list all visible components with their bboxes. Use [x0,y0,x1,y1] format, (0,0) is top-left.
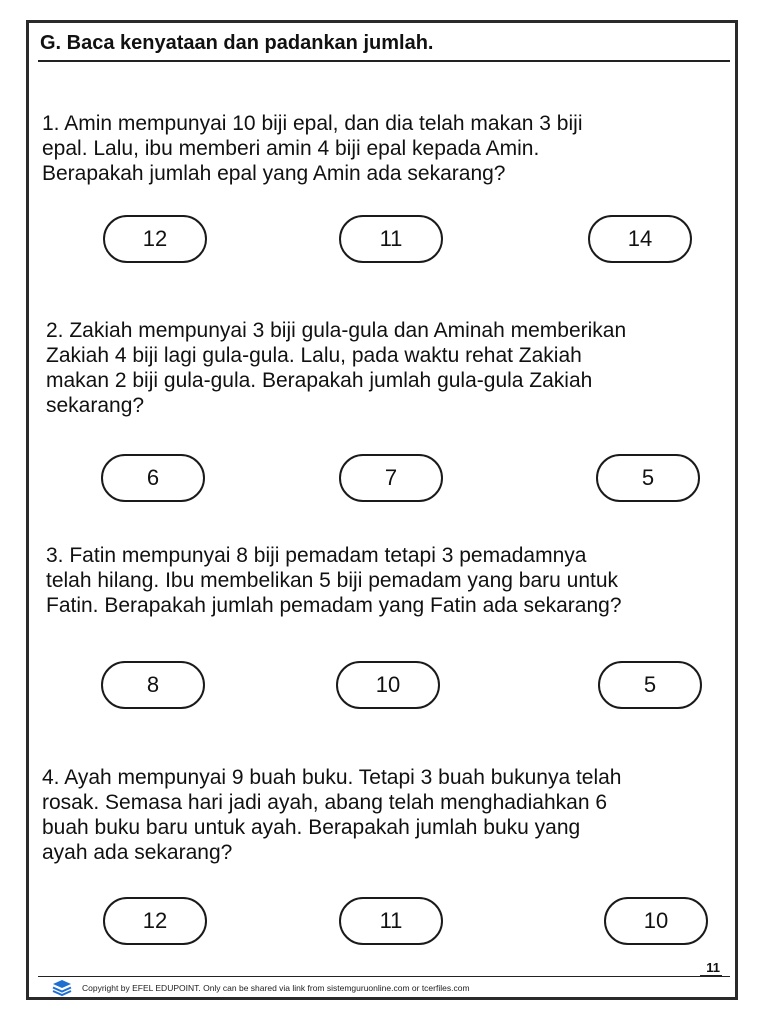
question-2-options [0,454,768,506]
question-3-option-a[interactable]: 8 [101,661,205,709]
question-1-option-b[interactable]: 11 [339,215,443,263]
question-3-option-b[interactable]: 10 [336,661,440,709]
footer-divider [38,976,730,977]
question-2-text: 2. Zakiah mempunyai 3 biji gula-gula dan Aminah memberikan Zakiah 4 biji lagi gula-gula. Lalu, pada waktu rehat Zakiah makan 2 biji gula-gula. Berapakah jumlah gula-gula Zakiah sekarang? [46,319,627,417]
question-4-text: 4. Ayah mempunyai 9 buah buku. Tetapi 3 buah bukunya telah rosak. Semasa hari jadi ayah, abang telah menghadiahkan 6 buah buku baru untuk ayah. Berapakah jumlah buku yang ayah ada sekarang? [42,766,622,864]
layers-icon [52,979,72,997]
question-2-option-c[interactable]: 5 [596,454,700,502]
question-2-option-a[interactable]: 6 [101,454,205,502]
question-4-option-b[interactable]: 11 [339,897,443,945]
copyright-text: Copyright by EFEL EDUPOINT. Only can be shared via link from sistemguruonline.com or tcerfiles.com [82,983,470,993]
question-1-text: 1. Amin mempunyai 10 biji epal, dan dia telah makan 3 biji epal. Lalu, ibu memberi amin 4 biji epal kepada Amin. Berapakah jumlah epal yang Amin ada sekarang? [42,112,583,185]
question-3-options [0,661,768,713]
question-3-option-c[interactable]: 5 [598,661,702,709]
heading-divider [38,60,730,62]
question-1-option-c[interactable]: 14 [588,215,692,263]
question-2-option-b[interactable]: 7 [339,454,443,502]
question-4-option-a[interactable]: 12 [103,897,207,945]
worksheet-heading: G. Baca kenyataan dan padankan jumlah. [40,32,434,54]
question-3-text: 3. Fatin mempunyai 8 biji pemadam tetapi 3 pemadamnya telah hilang. Ibu membelikan 5 biji pemadam yang baru untuk Fatin. Berapakah jumlah pemadam yang Fatin ada sekarang? [46,544,622,617]
copyright-footer [52,978,470,998]
question-1-option-a[interactable]: 12 [103,215,207,263]
question-4-option-c[interactable]: 10 [604,897,708,945]
question-4-options [0,897,768,949]
page-number: 11 [706,960,720,975]
question-1-options [0,215,768,267]
